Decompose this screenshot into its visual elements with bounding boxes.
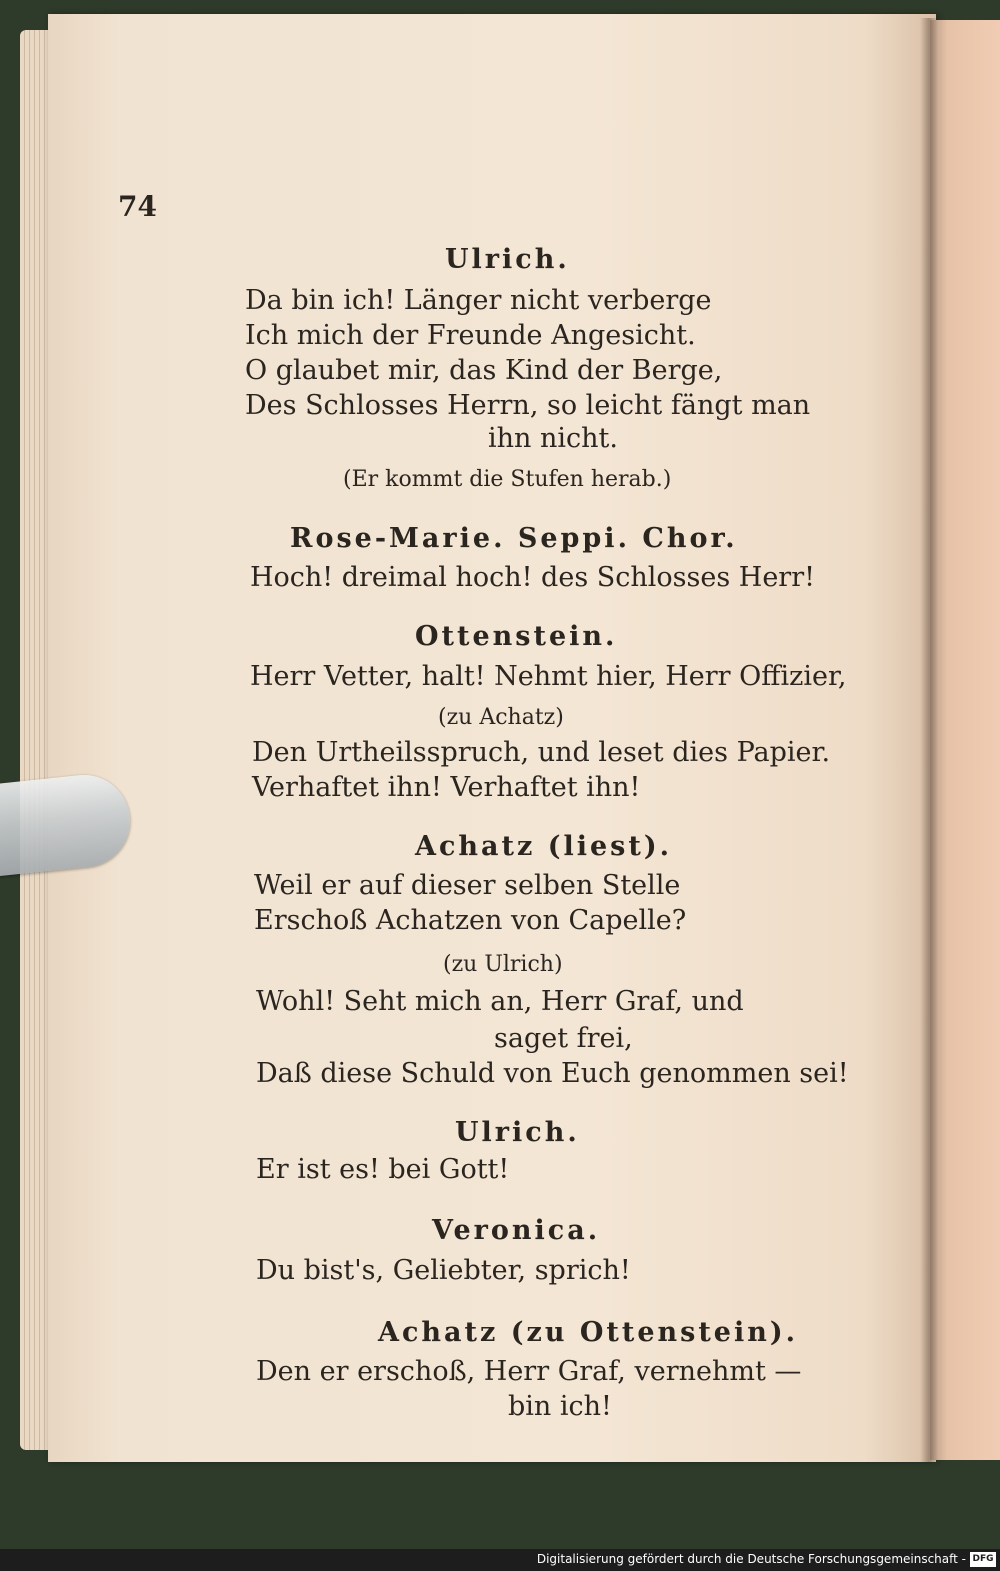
verse-line: Wohl! Seht mich an, Herr Graf, und bbox=[256, 986, 744, 1017]
verse-line: Den Urtheilsspruch, und leset dies Papier. bbox=[252, 737, 831, 768]
dfg-logo: DFG bbox=[970, 1552, 996, 1567]
speaker-name: Veronica. bbox=[432, 1215, 601, 1246]
verse-line: O glaubet mir, das Kind der Berge, bbox=[245, 355, 723, 386]
verse-line: Erschoß Achatzen von Capelle? bbox=[254, 905, 687, 936]
speaker-name: Achatz (liest). bbox=[415, 831, 673, 862]
page-number: 74 bbox=[118, 190, 157, 223]
stage-direction: (zu Achatz) bbox=[438, 705, 564, 730]
speaker-name: Rose-Marie. Seppi. Chor. bbox=[290, 523, 738, 554]
verse-line: Herr Vetter, halt! Nehmt hier, Herr Offizier, bbox=[250, 661, 847, 692]
verse-line: Daß diese Schuld von Euch genommen sei! bbox=[256, 1058, 849, 1089]
verse-line: Weil er auf dieser selben Stelle bbox=[254, 870, 681, 901]
verse-line: bin ich! bbox=[508, 1391, 612, 1422]
verse-line: Verhaftet ihn! Verhaftet ihn! bbox=[252, 772, 641, 803]
funding-credit: Digitalisierung gefördert durch die Deutsche Forschungsgemeinschaft - bbox=[536, 1552, 966, 1566]
verse-line: saget frei, bbox=[494, 1023, 633, 1054]
speaker-name: Ulrich. bbox=[445, 244, 570, 275]
speaker-name: Ulrich. bbox=[455, 1117, 580, 1148]
speaker-name: Achatz (zu Ottenstein). bbox=[378, 1317, 799, 1348]
verse-line: Des Schlosses Herrn, so leicht fängt man bbox=[245, 390, 811, 421]
verse-line: Hoch! dreimal hoch! des Schlosses Herr! bbox=[250, 562, 815, 593]
verse-line: Er ist es! bei Gott! bbox=[256, 1154, 510, 1185]
verse-line: Den er erschoß, Herr Graf, vernehmt — bbox=[256, 1356, 802, 1387]
verse-line: Da bin ich! Länger nicht verberge bbox=[245, 285, 712, 316]
book-gutter bbox=[920, 18, 938, 1462]
stage-direction: (zu Ulrich) bbox=[443, 952, 563, 977]
verse-line: Ich mich der Freunde Angesicht. bbox=[245, 320, 696, 351]
verse-line: Du bist's, Geliebter, sprich! bbox=[256, 1255, 631, 1286]
speaker-name: Ottenstein. bbox=[415, 621, 618, 652]
digitization-footer bbox=[0, 1549, 1000, 1571]
verse-line: ihn nicht. bbox=[488, 423, 618, 454]
facing-page-edge bbox=[930, 20, 1000, 1460]
stage-direction: (Er kommt die Stufen herab.) bbox=[343, 467, 672, 492]
